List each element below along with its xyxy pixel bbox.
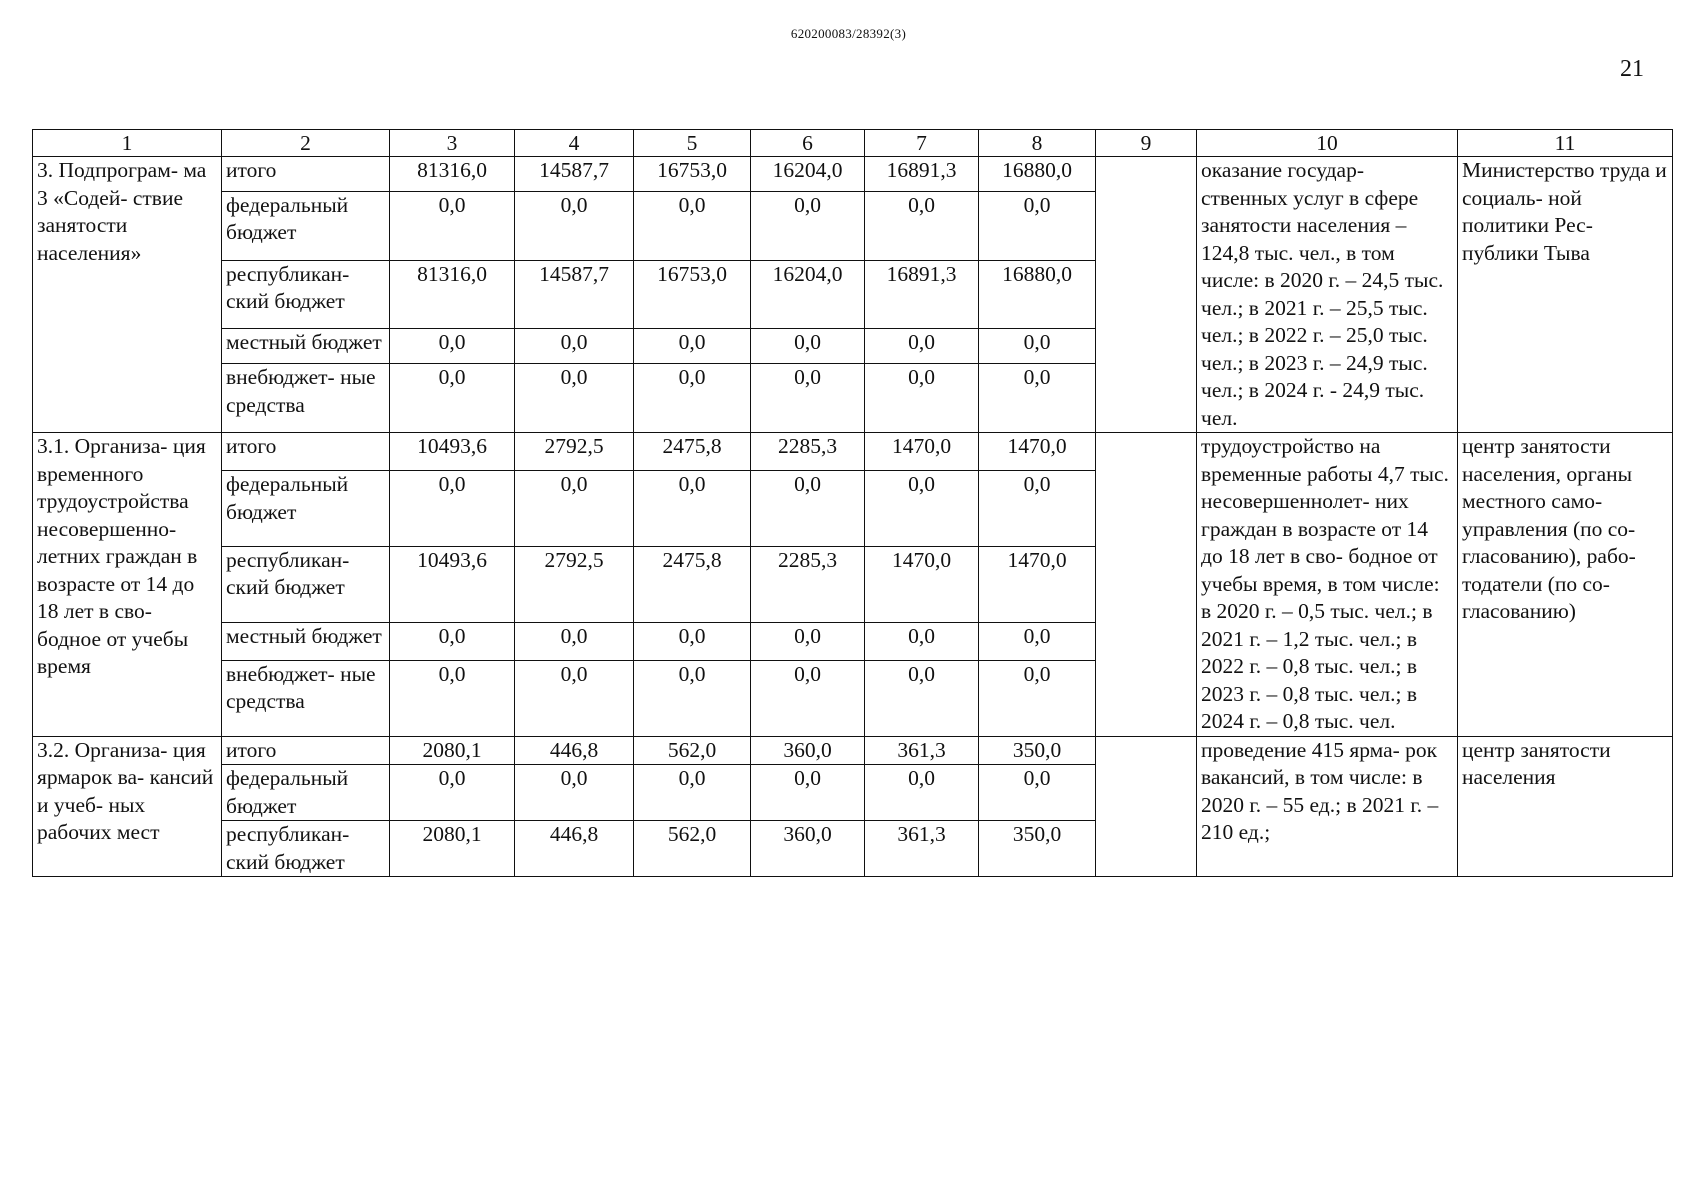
expected-result: проведение 415 ярма- рок вакансий, в том числе: в 2020 г. – 55 ед.; в 2021 г. – 210 ед.; bbox=[1197, 736, 1458, 877]
expected-result: трудоустройство на временные работы 4,7 тыс. несовершеннолет- них граждан в возрасте от 14 до 18 лет в сво- бодное от учебы время, в том числе: в 2020 г. – 0,5 тыс. чел.; в 2021 г. – 1,2 тыс. чел.; в 2022 г. – 0,8 тыс. чел.; в 2023 г. – 0,8 тыс. чел.; в 2024 г. – 0,8 тыс. чел. bbox=[1197, 433, 1458, 737]
value-cell: 0,0 bbox=[865, 622, 979, 660]
value-cell: 16204,0 bbox=[751, 260, 865, 329]
value-cell: 10493,6 bbox=[390, 546, 515, 622]
funding-source-label: итого bbox=[222, 736, 390, 765]
funding-source-label: республикан- ский бюджет bbox=[222, 546, 390, 622]
funding-source-label: федеральный бюджет bbox=[222, 765, 390, 821]
column-header: 8 bbox=[979, 130, 1096, 157]
value-cell: 0,0 bbox=[515, 191, 634, 260]
value-cell: 0,0 bbox=[390, 471, 515, 547]
column-header: 10 bbox=[1197, 130, 1458, 157]
program-title: 3.1. Организа- ция временного трудоустройства несовершенно- летних граждан в возрасте от 14 до 18 лет в сво- бодное от учебы время bbox=[33, 433, 222, 737]
value-cell: 0,0 bbox=[751, 660, 865, 736]
value-cell: 0,0 bbox=[634, 660, 751, 736]
value-cell: 0,0 bbox=[979, 660, 1096, 736]
value-cell: 0,0 bbox=[865, 364, 979, 433]
funding-source-label: итого bbox=[222, 433, 390, 471]
value-cell: 0,0 bbox=[515, 765, 634, 821]
value-cell: 1470,0 bbox=[979, 546, 1096, 622]
value-cell: 562,0 bbox=[634, 736, 751, 765]
value-cell: 2080,1 bbox=[390, 736, 515, 765]
funding-source-label: местный бюджет bbox=[222, 329, 390, 364]
value-cell: 0,0 bbox=[634, 765, 751, 821]
value-cell: 1470,0 bbox=[865, 433, 979, 471]
document-id: 620200083/28392(3) bbox=[790, 26, 907, 41]
value-cell: 0,0 bbox=[634, 364, 751, 433]
value-cell: 350,0 bbox=[979, 736, 1096, 765]
expected-result: оказание государ- ственных услуг в сфере занятости населения – 124,8 тыс. чел., в том числе: в 2020 г. – 24,5 тыс. чел.; в 2021 г. – 25,5 тыс. чел.; в 2022 г. – 25,0 тыс. чел.; в 2023 г. – 24,9 тыс. чел.; в 2024 г. - 24,9 тыс. чел. bbox=[1197, 157, 1458, 433]
value-cell: 16891,3 bbox=[865, 157, 979, 192]
responsible-executor: Министерство труда и социаль- ной политики Рес- публики Тыва bbox=[1458, 157, 1673, 433]
responsible-executor: центр занятости населения, органы местного само- управления (по со- гласованию), рабо- тодатели (по со- гласованию) bbox=[1458, 433, 1673, 737]
value-cell: 2792,5 bbox=[515, 546, 634, 622]
responsible-executor: центр занятости населения bbox=[1458, 736, 1673, 877]
value-cell: 81316,0 bbox=[390, 260, 515, 329]
value-cell: 81316,0 bbox=[390, 157, 515, 192]
value-cell: 0,0 bbox=[390, 364, 515, 433]
table-row bbox=[33, 736, 1673, 765]
value-cell: 361,3 bbox=[865, 736, 979, 765]
value-cell: 0,0 bbox=[751, 622, 865, 660]
column-header: 1 bbox=[33, 130, 222, 157]
value-cell: 2792,5 bbox=[515, 433, 634, 471]
value-cell: 0,0 bbox=[751, 364, 865, 433]
value-cell: 0,0 bbox=[751, 329, 865, 364]
value-cell: 0,0 bbox=[751, 765, 865, 821]
value-cell: 0,0 bbox=[634, 622, 751, 660]
value-cell: 0,0 bbox=[979, 329, 1096, 364]
column-9-empty-cell bbox=[1096, 433, 1197, 737]
funding-source-label: республикан- ский бюджет bbox=[222, 260, 390, 329]
program-title: 3.2. Организа- ция ярмарок ва- кансий и учеб- ных рабочих мест bbox=[33, 736, 222, 877]
value-cell: 16753,0 bbox=[634, 157, 751, 192]
column-9-empty-cell bbox=[1096, 736, 1197, 877]
column-header: 3 bbox=[390, 130, 515, 157]
value-cell: 0,0 bbox=[865, 660, 979, 736]
value-cell: 16880,0 bbox=[979, 260, 1096, 329]
column-header: 11 bbox=[1458, 130, 1673, 157]
funding-source-label: местный бюджет bbox=[222, 622, 390, 660]
value-cell: 10493,6 bbox=[390, 433, 515, 471]
value-cell: 0,0 bbox=[865, 765, 979, 821]
value-cell: 0,0 bbox=[515, 660, 634, 736]
value-cell: 0,0 bbox=[634, 329, 751, 364]
value-cell: 0,0 bbox=[515, 329, 634, 364]
value-cell: 0,0 bbox=[515, 471, 634, 547]
value-cell: 0,0 bbox=[865, 471, 979, 547]
value-cell: 16891,3 bbox=[865, 260, 979, 329]
value-cell: 361,3 bbox=[865, 821, 979, 877]
value-cell: 360,0 bbox=[751, 821, 865, 877]
column-header: 2 bbox=[222, 130, 390, 157]
value-cell: 0,0 bbox=[979, 191, 1096, 260]
value-cell: 14587,7 bbox=[515, 157, 634, 192]
value-cell: 16880,0 bbox=[979, 157, 1096, 192]
funding-source-label: внебюджет- ные средства bbox=[222, 660, 390, 736]
value-cell: 0,0 bbox=[979, 364, 1096, 433]
value-cell: 0,0 bbox=[865, 329, 979, 364]
value-cell: 0,0 bbox=[390, 622, 515, 660]
value-cell: 2475,8 bbox=[634, 433, 751, 471]
value-cell: 0,0 bbox=[751, 471, 865, 547]
page-number: 21 bbox=[1620, 56, 1644, 82]
value-cell: 0,0 bbox=[390, 660, 515, 736]
value-cell: 16204,0 bbox=[751, 157, 865, 192]
column-header: 9 bbox=[1096, 130, 1197, 157]
funding-source-label: республикан- ский бюджет bbox=[222, 821, 390, 877]
value-cell: 0,0 bbox=[979, 622, 1096, 660]
value-cell: 0,0 bbox=[390, 765, 515, 821]
column-9-empty-cell bbox=[1096, 157, 1197, 433]
program-title: 3. Подпрограм- ма 3 «Содей- ствие занятости населения» bbox=[33, 157, 222, 433]
table-row bbox=[33, 157, 1673, 192]
value-cell: 0,0 bbox=[515, 364, 634, 433]
value-cell: 446,8 bbox=[515, 736, 634, 765]
value-cell: 1470,0 bbox=[979, 433, 1096, 471]
table-row bbox=[33, 433, 1673, 471]
value-cell: 0,0 bbox=[751, 191, 865, 260]
value-cell: 350,0 bbox=[979, 821, 1096, 877]
value-cell: 2475,8 bbox=[634, 546, 751, 622]
value-cell: 0,0 bbox=[515, 622, 634, 660]
column-header: 6 bbox=[751, 130, 865, 157]
value-cell: 0,0 bbox=[979, 765, 1096, 821]
funding-source-label: федеральный бюджет bbox=[222, 471, 390, 547]
funding-source-label: внебюджет- ные средства bbox=[222, 364, 390, 433]
value-cell: 0,0 bbox=[634, 191, 751, 260]
value-cell: 14587,7 bbox=[515, 260, 634, 329]
column-header: 4 bbox=[515, 130, 634, 157]
value-cell: 0,0 bbox=[979, 471, 1096, 547]
header-row bbox=[33, 130, 1673, 157]
value-cell: 16753,0 bbox=[634, 260, 751, 329]
value-cell: 0,0 bbox=[634, 471, 751, 547]
value-cell: 0,0 bbox=[390, 329, 515, 364]
value-cell: 446,8 bbox=[515, 821, 634, 877]
budget-table bbox=[32, 129, 1673, 877]
value-cell: 360,0 bbox=[751, 736, 865, 765]
value-cell: 1470,0 bbox=[865, 546, 979, 622]
value-cell: 0,0 bbox=[390, 191, 515, 260]
column-header: 7 bbox=[865, 130, 979, 157]
value-cell: 562,0 bbox=[634, 821, 751, 877]
column-header: 5 bbox=[634, 130, 751, 157]
value-cell: 2285,3 bbox=[751, 546, 865, 622]
funding-source-label: федеральный бюджет bbox=[222, 191, 390, 260]
value-cell: 2285,3 bbox=[751, 433, 865, 471]
funding-source-label: итого bbox=[222, 157, 390, 192]
value-cell: 0,0 bbox=[865, 191, 979, 260]
value-cell: 2080,1 bbox=[390, 821, 515, 877]
